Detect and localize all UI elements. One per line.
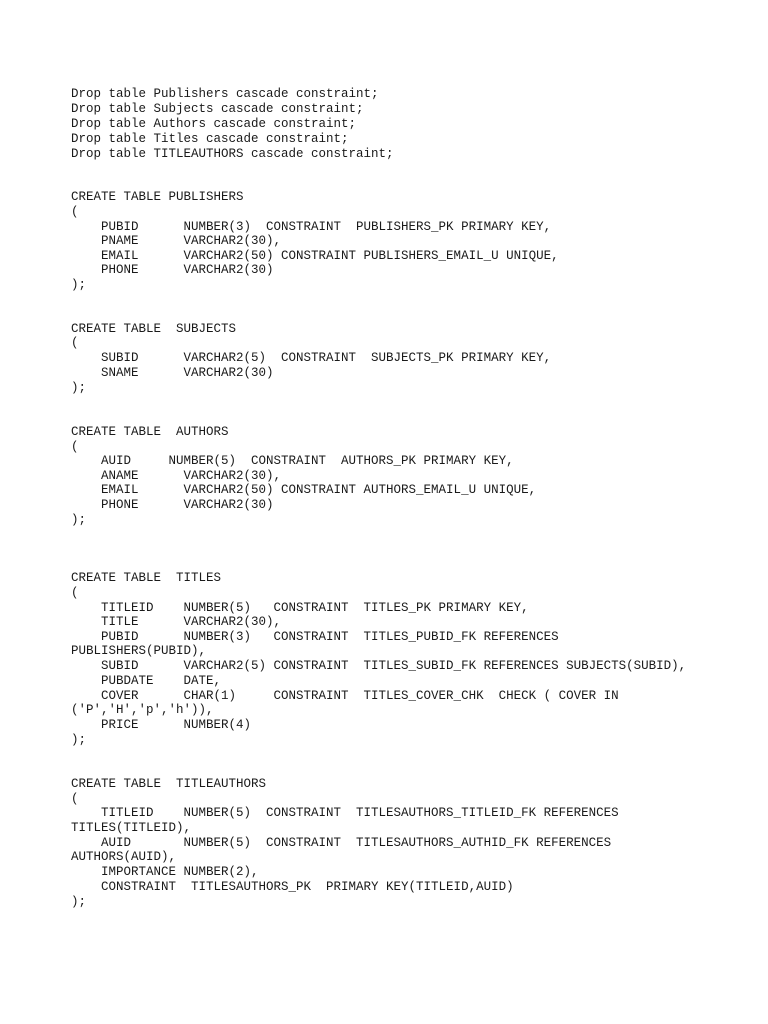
code-line: SUBID VARCHAR2(5) CONSTRAINT TITLES_SUBID_FK REFERENCES SUBJECTS(SUBID),	[71, 659, 687, 673]
code-line: COVER CHAR(1) CONSTRAINT TITLES_COVER_CHK CHECK ( COVER IN	[71, 689, 619, 703]
code-line: PUBID NUMBER(3) CONSTRAINT PUBLISHERS_PK PRIMARY KEY,	[71, 220, 552, 234]
code-line: TITLEID NUMBER(5) CONSTRAINT TITLES_PK PRIMARY KEY,	[71, 601, 529, 615]
create-subjects-heading: CREATE TABLE SUBJECTS	[71, 322, 237, 336]
drop-subjects-line: Drop table Subjects cascade constraint;	[71, 102, 364, 116]
code-line: (	[71, 336, 79, 350]
code-line: (	[71, 586, 79, 600]
code-line: ('P','H','p','h')),	[71, 703, 214, 717]
drop-titleauthors-line: Drop table TITLEAUTHORS cascade constraint;	[71, 147, 394, 161]
code-line: );	[71, 278, 87, 292]
code-line: TITLE VARCHAR2(30),	[71, 615, 282, 629]
code-line: PUBDATE DATE,	[71, 674, 222, 688]
code-line: AUID NUMBER(5) CONSTRAINT AUTHORS_PK PRIMARY KEY,	[71, 454, 514, 468]
drop-publishers-line: Drop table Publishers cascade constraint;	[71, 87, 379, 101]
code-line: AUTHORS(AUID),	[71, 850, 177, 864]
code-line: (	[71, 792, 79, 806]
drop-titles-line: Drop table Titles cascade constraint;	[71, 132, 349, 146]
code-line: (	[71, 440, 79, 454]
code-line: SNAME VARCHAR2(30)	[71, 366, 274, 380]
create-publishers-heading: CREATE TABLE PUBLISHERS	[71, 190, 244, 204]
code-line: SUBID VARCHAR2(5) CONSTRAINT SUBJECTS_PK PRIMARY KEY,	[71, 351, 552, 365]
code-line: ANAME VARCHAR2(30),	[71, 469, 282, 483]
code-line: IMPORTANCE NUMBER(2),	[71, 865, 259, 879]
code-line: );	[71, 513, 87, 527]
code-line: EMAIL VARCHAR2(50) CONSTRAINT PUBLISHERS_EMAIL_U UNIQUE,	[71, 249, 559, 263]
code-line: TITLES(TITLEID),	[71, 821, 192, 835]
code-line: );	[71, 895, 87, 909]
code-line: PNAME VARCHAR2(30),	[71, 234, 282, 248]
create-titles-heading: CREATE TABLE TITLES	[71, 571, 222, 585]
drop-authors-line: Drop table Authors cascade constraint;	[71, 117, 357, 131]
code-line: PHONE VARCHAR2(30)	[71, 498, 274, 512]
create-titleauthors-heading: CREATE TABLE TITLEAUTHORS	[71, 777, 267, 791]
code-line: CONSTRAINT TITLESAUTHORS_PK PRIMARY KEY(TITLEID,AUID)	[71, 880, 514, 894]
code-line: AUID NUMBER(5) CONSTRAINT TITLESAUTHORS_AUTHID_FK REFERENCES	[71, 836, 612, 850]
code-line: PRICE NUMBER(4)	[71, 718, 252, 732]
code-line: PHONE VARCHAR2(30)	[71, 263, 274, 277]
code-line: PUBID NUMBER(3) CONSTRAINT TITLES_PUBID_FK REFERENCES	[71, 630, 559, 644]
create-authors-heading: CREATE TABLE AUTHORS	[71, 425, 229, 439]
code-line: EMAIL VARCHAR2(50) CONSTRAINT AUTHORS_EMAIL_U UNIQUE,	[71, 483, 537, 497]
code-line: TITLEID NUMBER(5) CONSTRAINT TITLESAUTHORS_TITLEID_FK REFERENCES	[71, 806, 619, 820]
code-line: );	[71, 381, 87, 395]
code-line: );	[71, 733, 87, 747]
code-line: (	[71, 205, 79, 219]
code-line: PUBLISHERS(PUBID),	[71, 644, 207, 658]
